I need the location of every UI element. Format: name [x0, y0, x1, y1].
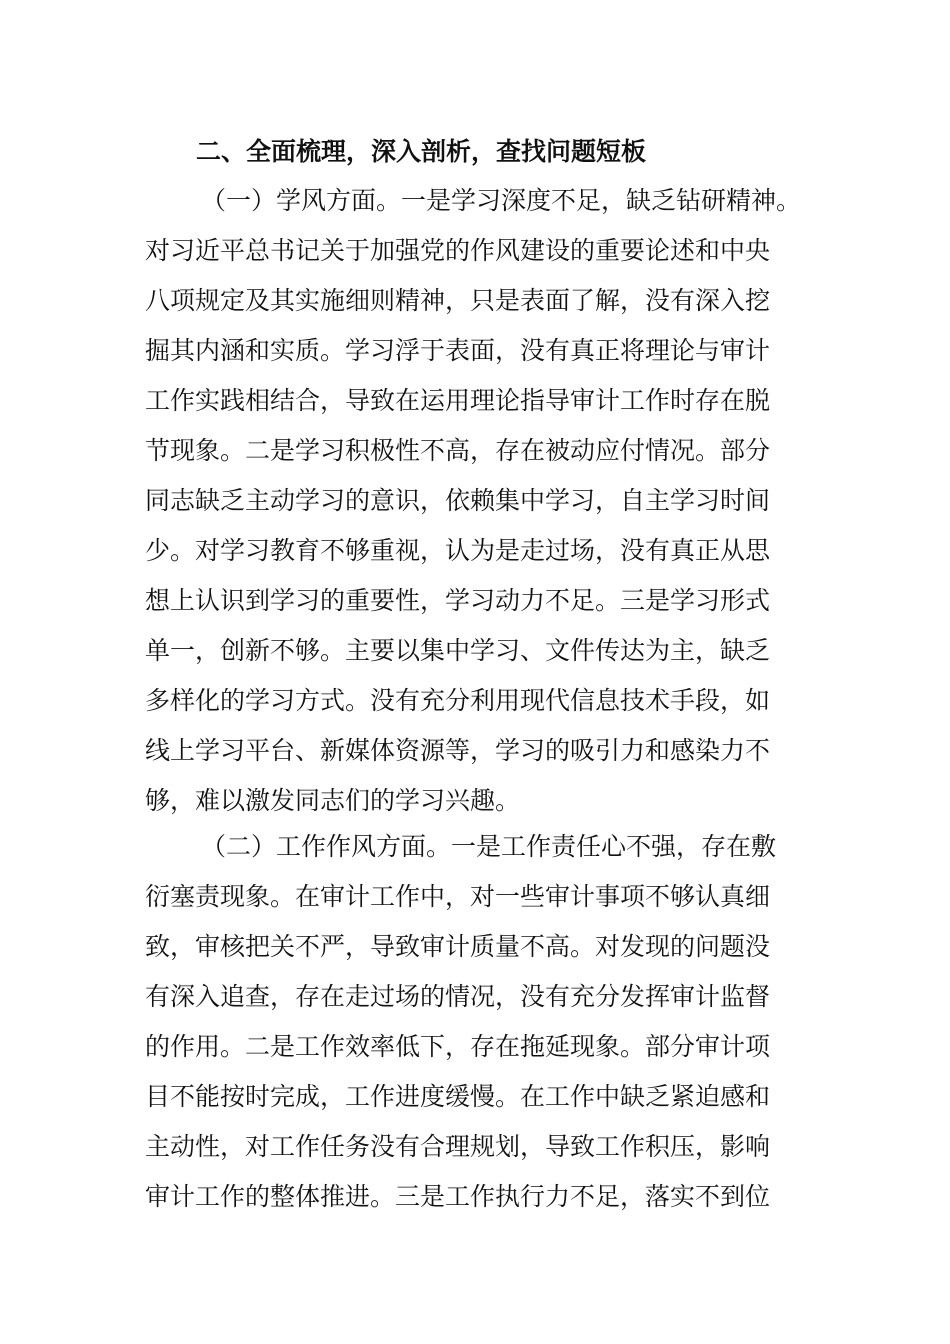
paragraph-line: 审计工作的整体推进。三是工作执行力不足，落实不到位	[145, 1182, 771, 1211]
paragraph-line: 对习近平总书记关于加强党的作风建设的重要论述和中央	[145, 236, 771, 265]
paragraph-line: 衍塞责现象。在审计工作中，对一些审计事项不够认真细	[145, 882, 771, 911]
section-heading: 二、全面梳理，深入剖析，查找问题短板	[196, 137, 647, 166]
paragraph-line: 有深入追查，存在走过场的情况，没有充分发挥审计监督	[145, 982, 771, 1011]
paragraph-line: 主动性，对工作任务没有合理规划，导致工作积压，影响	[145, 1132, 771, 1161]
paragraph-study-style	[145, 176, 825, 826]
paragraph-line: 掘其内涵和实质。学习浮于表面，没有真正将理论与审计	[145, 336, 771, 365]
paragraph-line: 单一，创新不够。主要以集中学习、文件传达为主，缺乏	[145, 636, 771, 665]
paragraph-line: 致，审核把关不严，导致审计质量不高。对发现的问题没	[145, 932, 771, 961]
paragraph-line: 目不能按时完成，工作进度缓慢。在工作中缺乏紧迫感和	[145, 1082, 771, 1111]
paragraph-line: 想上认识到学习的重要性，学习动力不足。三是学习形式	[145, 586, 771, 615]
paragraph-line: 工作实践相结合，导致在运用理论指导审计工作时存在脱	[145, 386, 771, 415]
paragraph-line: 八项规定及其实施细则精神，只是表面了解，没有深入挖	[145, 286, 771, 315]
paragraph-line: 节现象。二是学习积极性不高，存在被动应付情况。部分	[145, 436, 771, 465]
paragraph-line: 的作用。二是工作效率低下，存在拖延现象。部分审计项	[145, 1032, 771, 1061]
paragraph-line: 够，难以激发同志们的学习兴趣。	[145, 786, 521, 815]
paragraph-line: （一）学风方面。一是学习深度不足，缺乏钻研精神。	[201, 186, 802, 215]
paragraph-line: （二）工作作风方面。一是工作责任心不强，存在敷	[201, 832, 777, 861]
paragraph-line: 同志缺乏主动学习的意识，依赖集中学习，自主学习时间	[145, 486, 771, 515]
paragraph-line: 线上学习平台、新媒体资源等，学习的吸引力和感染力不	[145, 736, 771, 765]
paragraph-line: 少。对学习教育不够重视，认为是走过场，没有真正从思	[145, 536, 771, 565]
paragraph-line: 多样化的学习方式。没有充分利用现代信息技术手段，如	[145, 686, 771, 715]
paragraph-work-style	[145, 822, 825, 1222]
